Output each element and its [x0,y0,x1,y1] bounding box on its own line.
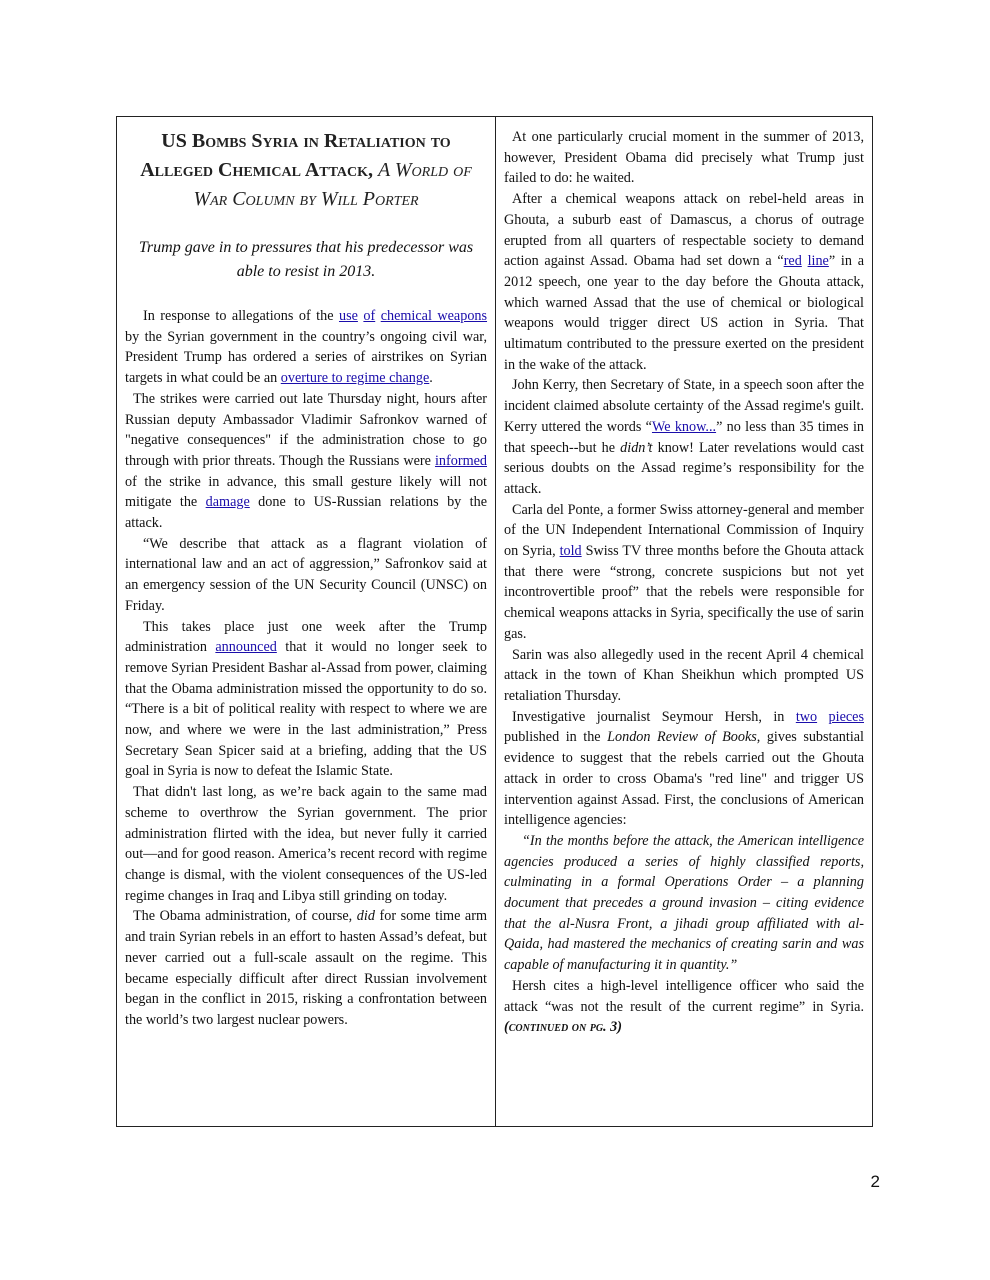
link-line[interactable]: line [807,253,829,270]
paragraph: After a chemical weapons attack on rebel-held areas in Ghouta, a suburb east of Damascus, a chorus of outrage erupted from all quarters of respectable society to demand action against Assad. Obama had set down a “red line” in a 2012 speech, one year to the day before the Ghouta attack, which warned Assad that the use of chemical or biological weapons would trigger direct US action in Syria. That ultimatum contributed to the pressure exerted on the president in the wake of the attack. [504,191,865,373]
link-red[interactable]: red [783,253,802,270]
paragraph: Carla del Ponte, a former Swiss attorney-general and member of the UN Independent International Commission of Inquiry on Syria, told Swiss TV three months before the Ghouta attack that there were “strong, concrete suspicions but not yet incontrovertible proof” that the rebels were responsible for chemical weapons attacks in Syria, specifically the use of sarin gas. [504,501,864,642]
paragraph: In response to allegations of the use of chemical weapons by the Syrian government in the country’s ongoing civil war, President Trump has ordered a series of airstrikes on Syrian targets in what could be an overture to regime change. [125,308,488,387]
link-of[interactable]: of [363,308,376,324]
left-column [117,117,496,1126]
article-frame [116,116,873,1127]
paragraph: The strikes were carried out late Thursday night, hours after Russian deputy Ambassador Vladimir Safronkov warned of "negative consequences" if the administration chose to go through with prior threats. Though the Russians were informed of the strike in advance, this small gesture likely will not mitigate the damage done to US-Russian relations by the attack. [125,390,487,532]
page-number: 2 [870,1172,880,1191]
headline-byline: A World of War Column by Will Porter [193,159,472,210]
right-column [496,117,872,1126]
link-pieces[interactable]: pieces [828,708,864,725]
block-quote: “In the months before the attack, the American intelligence agencies produced a series of highly classified reports, culminating in a formal Operations Order – a planning document that precedes a ground invasion – citing evidence that the al-Nusra Front, a jihadi group affiliated with al-Qaida, had mastered the mechanics of creating sarin and was capable of manufacturing it in quantity.” [504,832,864,974]
paragraph: That didn't last long, as we’re back again to the same mad scheme to overthrow the Syrian government. The prior administration flirted with the idea, but never fully it carried out—and for good reason. America’s recent record with regime change is dismal, with the violent consequences of the US-led regime changes in Iraq and Libya still grinding on today. [125,784,487,904]
paragraph: “We describe that attack as a flagrant violation of international law and an act of aggression,” Safronkov said at an emergency session of the UN Security Council (UNSC) on Friday. [125,535,487,614]
article-deck: Trump gave in to pressures that his predecessor was able to resist in 2013. [138,239,474,280]
link-told[interactable]: told [559,543,582,560]
link-chemical-weapons[interactable]: chemical weapons [380,308,488,324]
article-headline [125,127,487,214]
paragraph: At one particularly crucial moment in the summer of 2013, however, President Obama did precisely what Trump just failed to do: he waited. [504,129,864,187]
paragraph: John Kerry, then Secretary of State, in a speech soon after the incident claimed absolute certainty of the Assad regime's guilt. Kerry uttered the words “We know...” no less than 35 times in that speech--but he didn’t know! Later revelations would cast serious doubts on the Assad regime’s responsibility for the attack. [504,377,864,497]
link-announced[interactable]: announced [215,639,277,656]
link-overture-to-regime-change[interactable]: overture to regime change [280,370,430,387]
paragraph: Sarin was also allegedly used in the recent April 4 chemical attack in the town of Khan Sheikhun which prompted US retaliation Thursday. [504,646,864,704]
headline-main: US Bombs Syria in Retaliation to Alleged Chemical Attack, [140,130,451,181]
paragraph: This takes place just one week after the Trump administration announced that it would no longer seek to remove Syrian President Bashar al-Assad from power, claiming that the Obama administration missed the opportunity to do so. “There is a bit of political reality with respect to where we are now, and where we were in the last administration,” Press Secretary Sean Spicer said at a briefing, adding that the US goal in Syria is now to defeat the Islamic State. [125,618,487,780]
link-we-know[interactable]: We know... [651,418,717,435]
paragraph: The Obama administration, of course, did for some time arm and train Syrian rebels in an effort to hasten Assad’s defeat, but never carried out a full-scale assault on the regime. This became especially difficult after direct Russian involvement began in the conflict in 2015, risking a confrontation between the world’s two largest nuclear powers. [125,908,487,1028]
link-damage[interactable]: damage [205,494,250,511]
paragraph: Hersh cites a high-level intelligence officer who said the attack “was not the result of the current regime” in Syria. (continued on pg. 3) [504,977,864,1036]
link-informed[interactable]: informed [434,452,487,469]
link-two[interactable]: two [795,708,818,725]
link-use[interactable]: use [338,308,358,324]
continued-note: (continued on pg. 3) [504,1019,622,1036]
paragraph: Investigative journalist Seymour Hersh, in two pieces published in the London Review of Books, gives substantial evidence to suggest that the rebels carried out the Ghouta attack in order to cross Obama's "red line" and trigger US intervention against Assad. First, the conclusions of American intelligence agencies: [504,708,865,829]
